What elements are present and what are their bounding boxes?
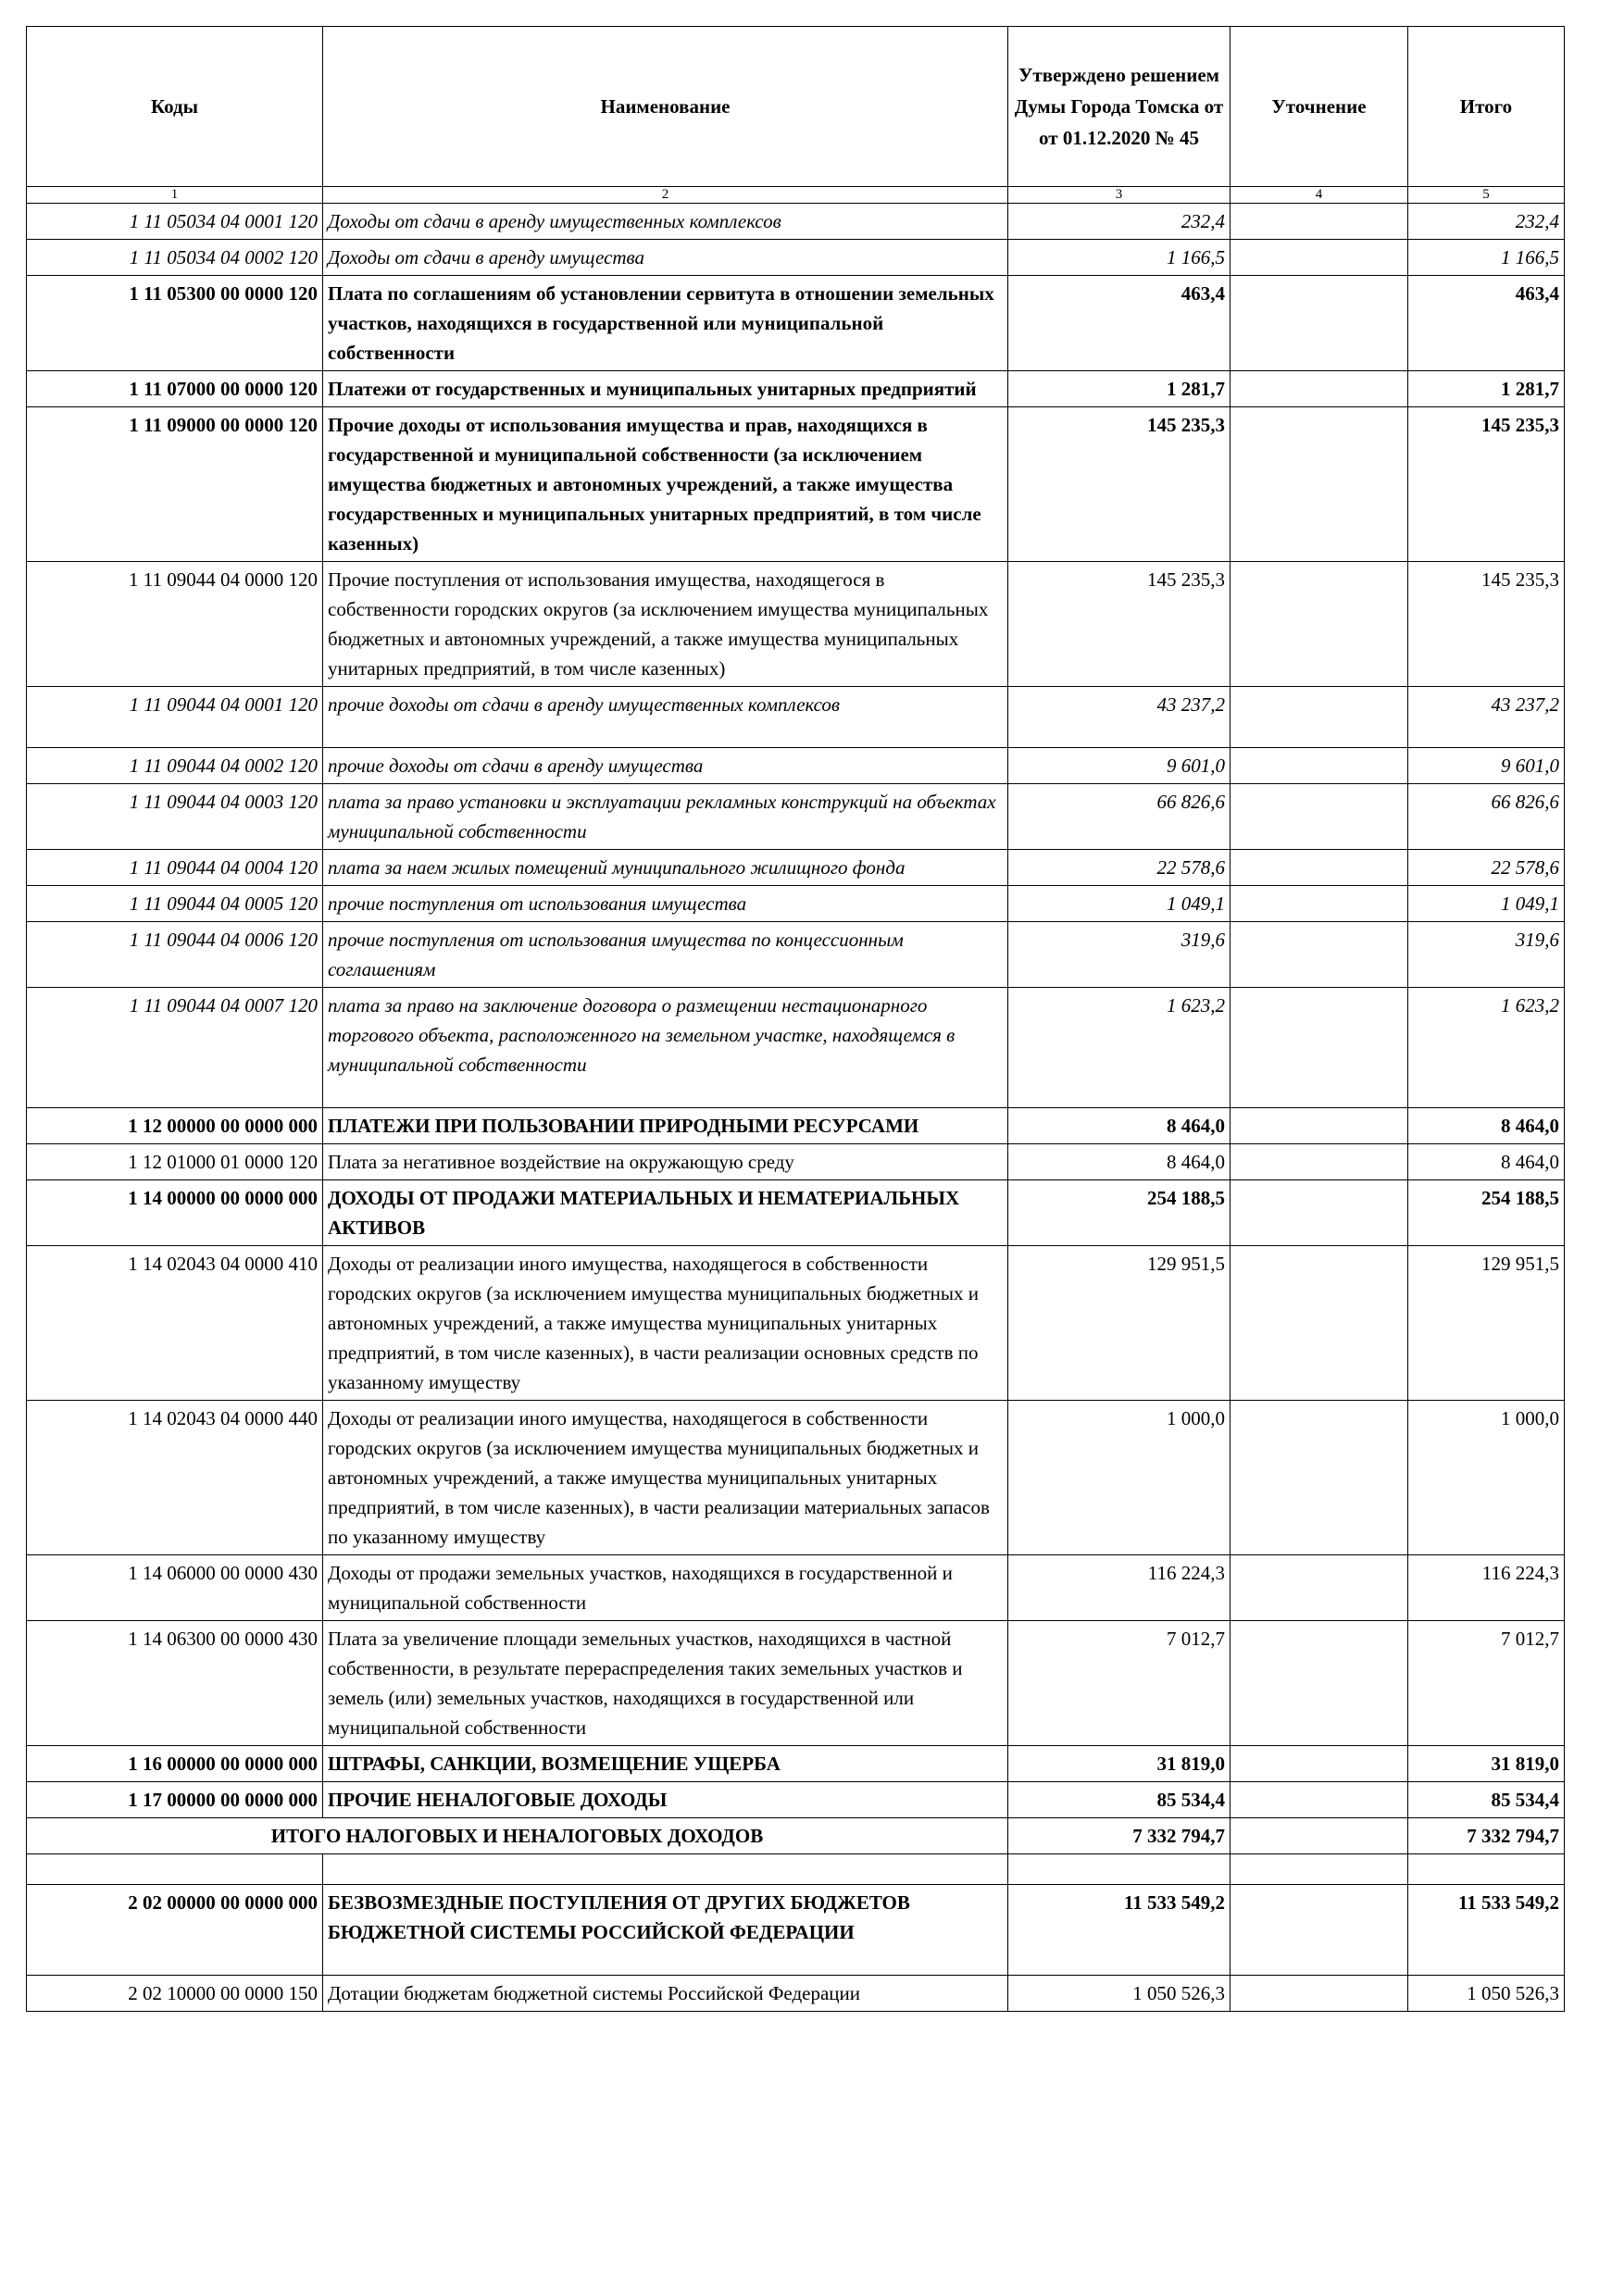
table-row — [27, 1144, 1565, 1180]
row-total-amount: 129 951,5 — [1408, 1246, 1565, 1401]
column-number: 2 — [323, 187, 1008, 204]
row-total-amount: 145 235,3 — [1408, 562, 1565, 687]
table-row — [27, 204, 1565, 240]
row-approved-amount: 1 623,2 — [1008, 988, 1230, 1108]
revenue-table — [26, 26, 1565, 2012]
table-row — [27, 240, 1565, 276]
row-approved-amount: 145 235,3 — [1008, 407, 1230, 562]
table-row — [27, 407, 1565, 562]
row-name: ПЛАТЕЖИ ПРИ ПОЛЬЗОВАНИИ ПРИРОДНЫМИ РЕСУРСАМИ — [323, 1108, 1008, 1144]
row-refinement-amount — [1230, 1976, 1408, 2012]
header-approved: Утверждено решением Думы Города Томска от от 01.12.2020 № 45 — [1008, 27, 1230, 187]
total-row — [27, 1818, 1565, 1854]
row-total-amount: 319,6 — [1408, 922, 1565, 988]
row-approved-amount: 232,4 — [1008, 204, 1230, 240]
row-total-amount: 9 601,0 — [1408, 748, 1565, 784]
table-row — [27, 850, 1565, 886]
row-approved-amount: 1 049,1 — [1008, 886, 1230, 922]
row-refinement-amount — [1230, 886, 1408, 922]
table-row — [27, 1555, 1565, 1621]
column-number: 3 — [1008, 187, 1230, 204]
row-total-amount: 1 281,7 — [1408, 371, 1565, 407]
header-refinement: Уточнение — [1230, 27, 1408, 187]
row-approved-amount: 1 166,5 — [1008, 240, 1230, 276]
header-total: Итого — [1408, 27, 1565, 187]
row-total-amount: 7 012,7 — [1408, 1621, 1565, 1746]
row-code: 1 14 06300 00 0000 430 — [27, 1621, 323, 1746]
row-approved-amount: 85 534,4 — [1008, 1782, 1230, 1818]
row-total-amount: 232,4 — [1408, 204, 1565, 240]
table-row — [27, 886, 1565, 922]
row-name: ДОХОДЫ ОТ ПРОДАЖИ МАТЕРИАЛЬНЫХ И НЕМАТЕРИАЛЬНЫХ АКТИВОВ — [323, 1180, 1008, 1246]
row-name: Прочие поступления от использования имущества, находящегося в собственности городских округов (за исключением имущества муниципальных бюджетных и автономных учреждений, а также имущества муниципальных унитарных предприятий, в том числе казенных) — [323, 562, 1008, 687]
row-refinement-amount — [1230, 1108, 1408, 1144]
table-row — [27, 562, 1565, 687]
row-approved-amount: 22 578,6 — [1008, 850, 1230, 886]
blank-cell — [1408, 1854, 1565, 1885]
row-refinement-amount — [1230, 748, 1408, 784]
row-approved-amount: 8 464,0 — [1008, 1144, 1230, 1180]
total-refinement-amount — [1230, 1818, 1408, 1854]
row-name: плата за право установки и эксплуатации рекламных конструкций на объектах муниципальной собственности — [323, 784, 1008, 850]
row-approved-amount: 31 819,0 — [1008, 1746, 1230, 1782]
total-approved-amount: 7 332 794,7 — [1008, 1818, 1230, 1854]
row-total-amount: 11 533 549,2 — [1408, 1885, 1565, 1976]
row-approved-amount: 116 224,3 — [1008, 1555, 1230, 1621]
table-header-row — [27, 27, 1565, 187]
row-name: Плата по соглашениям об установлении сервитута в отношении земельных участков, находящихся в государственной или муниципальной собственности — [323, 276, 1008, 371]
row-code: 2 02 00000 00 0000 000 — [27, 1885, 323, 1976]
row-approved-amount: 43 237,2 — [1008, 687, 1230, 748]
row-total-amount: 43 237,2 — [1408, 687, 1565, 748]
total-total-amount: 7 332 794,7 — [1408, 1818, 1565, 1854]
row-refinement-amount — [1230, 988, 1408, 1108]
table-row — [27, 784, 1565, 850]
row-name: ПРОЧИЕ НЕНАЛОГОВЫЕ ДОХОДЫ — [323, 1782, 1008, 1818]
row-total-amount: 254 188,5 — [1408, 1180, 1565, 1246]
row-total-amount: 116 224,3 — [1408, 1555, 1565, 1621]
row-name: прочие доходы от сдачи в аренду имущественных комплексов — [323, 687, 1008, 748]
table-row — [27, 1782, 1565, 1818]
table-row — [27, 276, 1565, 371]
row-name: плата за наем жилых помещений муниципального жилищного фонда — [323, 850, 1008, 886]
blank-cell — [1230, 1854, 1408, 1885]
row-refinement-amount — [1230, 1782, 1408, 1818]
row-total-amount: 22 578,6 — [1408, 850, 1565, 886]
table-row — [27, 371, 1565, 407]
table-row — [27, 1621, 1565, 1746]
row-code: 1 11 05034 04 0001 120 — [27, 204, 323, 240]
row-approved-amount: 463,4 — [1008, 276, 1230, 371]
row-total-amount: 145 235,3 — [1408, 407, 1565, 562]
row-name: Доходы от реализации иного имущества, находящегося в собственности городских округов (за исключением имущества муниципальных бюджетных и автономных учреждений, а также имущества муниципальных унитарных предприятий, в том числе казенных), в части реализации материальных запасов по указанному имуществу — [323, 1401, 1008, 1555]
row-total-amount: 1 049,1 — [1408, 886, 1565, 922]
row-code: 1 14 06000 00 0000 430 — [27, 1555, 323, 1621]
row-approved-amount: 9 601,0 — [1008, 748, 1230, 784]
row-refinement-amount — [1230, 1246, 1408, 1401]
row-name: прочие доходы от сдачи в аренду имущества — [323, 748, 1008, 784]
table-row — [27, 1246, 1565, 1401]
row-code: 1 11 09044 04 0000 120 — [27, 562, 323, 687]
row-total-amount: 1 623,2 — [1408, 988, 1565, 1108]
row-code: 1 11 09044 04 0004 120 — [27, 850, 323, 886]
table-row — [27, 1976, 1565, 2012]
row-approved-amount: 145 235,3 — [1008, 562, 1230, 687]
table-row — [27, 1180, 1565, 1246]
row-total-amount: 1 050 526,3 — [1408, 1976, 1565, 2012]
row-code: 1 11 09044 04 0006 120 — [27, 922, 323, 988]
row-approved-amount: 254 188,5 — [1008, 1180, 1230, 1246]
table-row — [27, 748, 1565, 784]
row-refinement-amount — [1230, 1746, 1408, 1782]
row-name: прочие поступления от использования имущества по концессионным соглашениям — [323, 922, 1008, 988]
row-code: 1 11 09000 00 0000 120 — [27, 407, 323, 562]
row-approved-amount: 8 464,0 — [1008, 1108, 1230, 1144]
table-body — [27, 204, 1565, 2012]
row-refinement-amount — [1230, 240, 1408, 276]
table-row — [27, 1108, 1565, 1144]
row-refinement-amount — [1230, 562, 1408, 687]
row-code: 1 14 00000 00 0000 000 — [27, 1180, 323, 1246]
column-number: 1 — [27, 187, 323, 204]
row-total-amount: 8 464,0 — [1408, 1144, 1565, 1180]
row-refinement-amount — [1230, 1885, 1408, 1976]
row-approved-amount: 7 012,7 — [1008, 1621, 1230, 1746]
row-refinement-amount — [1230, 1555, 1408, 1621]
blank-cell — [27, 1854, 323, 1885]
column-number: 5 — [1408, 187, 1565, 204]
row-name: прочие поступления от использования имущества — [323, 886, 1008, 922]
row-refinement-amount — [1230, 850, 1408, 886]
row-refinement-amount — [1230, 1144, 1408, 1180]
row-refinement-amount — [1230, 784, 1408, 850]
row-total-amount: 1 166,5 — [1408, 240, 1565, 276]
row-name: Плата за увеличение площади земельных участков, находящихся в частной собственности, в результате перераспределения таких земельных участков и земель (или) земельных участков, находящихся в государственной или муниципальной собственности — [323, 1621, 1008, 1746]
row-name: Доходы от реализации иного имущества, находящегося в собственности городских округов (за исключением имущества муниципальных бюджетных и автономных учреждений, а также имущества муниципальных унитарных предприятий, в том числе казенных), в части реализации основных средств по указанному имуществу — [323, 1246, 1008, 1401]
row-code: 1 11 05034 04 0002 120 — [27, 240, 323, 276]
row-refinement-amount — [1230, 371, 1408, 407]
row-refinement-amount — [1230, 922, 1408, 988]
row-total-amount: 463,4 — [1408, 276, 1565, 371]
row-refinement-amount — [1230, 1180, 1408, 1246]
row-code: 1 11 09044 04 0002 120 — [27, 748, 323, 784]
row-code: 1 16 00000 00 0000 000 — [27, 1746, 323, 1782]
row-code: 1 11 07000 00 0000 120 — [27, 371, 323, 407]
column-number-row — [27, 187, 1565, 204]
row-approved-amount: 129 951,5 — [1008, 1246, 1230, 1401]
row-code: 1 14 02043 04 0000 410 — [27, 1246, 323, 1401]
table-row — [27, 922, 1565, 988]
row-name: Дотации бюджетам бюджетной системы Российской Федерации — [323, 1976, 1008, 2012]
blank-cell — [323, 1854, 1008, 1885]
row-total-amount: 31 819,0 — [1408, 1746, 1565, 1782]
row-approved-amount: 1 000,0 — [1008, 1401, 1230, 1555]
row-refinement-amount — [1230, 204, 1408, 240]
row-name: Платежи от государственных и муниципальных унитарных предприятий — [323, 371, 1008, 407]
row-name: ШТРАФЫ, САНКЦИИ, ВОЗМЕЩЕНИЕ УЩЕРБА — [323, 1746, 1008, 1782]
row-total-amount: 8 464,0 — [1408, 1108, 1565, 1144]
row-code: 2 02 10000 00 0000 150 — [27, 1976, 323, 2012]
row-refinement-amount — [1230, 687, 1408, 748]
row-refinement-amount — [1230, 407, 1408, 562]
row-code: 1 11 05300 00 0000 120 — [27, 276, 323, 371]
row-approved-amount: 319,6 — [1008, 922, 1230, 988]
row-approved-amount: 11 533 549,2 — [1008, 1885, 1230, 1976]
table-row — [27, 1401, 1565, 1555]
row-name: БЕЗВОЗМЕЗДНЫЕ ПОСТУПЛЕНИЯ ОТ ДРУГИХ БЮДЖЕТОВ БЮДЖЕТНОЙ СИСТЕМЫ РОССИЙСКОЙ ФЕДЕРАЦИИ — [323, 1885, 1008, 1976]
blank-row — [27, 1854, 1565, 1885]
header-name: Наименование — [323, 27, 1008, 187]
row-code: 1 12 00000 00 0000 000 — [27, 1108, 323, 1144]
row-total-amount: 66 826,6 — [1408, 784, 1565, 850]
row-code: 1 11 09044 04 0003 120 — [27, 784, 323, 850]
row-code: 1 17 00000 00 0000 000 — [27, 1782, 323, 1818]
row-approved-amount: 66 826,6 — [1008, 784, 1230, 850]
row-refinement-amount — [1230, 276, 1408, 371]
row-name: плата за право на заключение договора о размещении нестационарного торгового объекта, расположенного на земельном участке, находящемся в муниципальной собственности — [323, 988, 1008, 1108]
table-row — [27, 1885, 1565, 1976]
table-row — [27, 988, 1565, 1108]
total-label: ИТОГО НАЛОГОВЫХ И НЕНАЛОГОВЫХ ДОХОДОВ — [27, 1818, 1008, 1854]
row-name: Плата за негативное воздействие на окружающую среду — [323, 1144, 1008, 1180]
row-name: Доходы от сдачи в аренду имущественных комплексов — [323, 204, 1008, 240]
row-code: 1 11 09044 04 0007 120 — [27, 988, 323, 1108]
column-number: 4 — [1230, 187, 1408, 204]
row-code: 1 12 01000 01 0000 120 — [27, 1144, 323, 1180]
header-codes: Коды — [27, 27, 323, 187]
table-row — [27, 1746, 1565, 1782]
blank-cell — [1008, 1854, 1230, 1885]
row-total-amount: 1 000,0 — [1408, 1401, 1565, 1555]
row-approved-amount: 1 281,7 — [1008, 371, 1230, 407]
table-row — [27, 687, 1565, 748]
row-code: 1 14 02043 04 0000 440 — [27, 1401, 323, 1555]
row-approved-amount: 1 050 526,3 — [1008, 1976, 1230, 2012]
row-total-amount: 85 534,4 — [1408, 1782, 1565, 1818]
row-refinement-amount — [1230, 1621, 1408, 1746]
row-refinement-amount — [1230, 1401, 1408, 1555]
row-code: 1 11 09044 04 0005 120 — [27, 886, 323, 922]
row-name: Доходы от продажи земельных участков, находящихся в государственной и муниципальной собственности — [323, 1555, 1008, 1621]
row-name: Прочие доходы от использования имущества и прав, находящихся в государственной и муниципальной собственности (за исключением имущества бюджетных и автономных учреждений, а также имущества государственных и муниципальных унитарных предприятий, в том числе казенных) — [323, 407, 1008, 562]
row-code: 1 11 09044 04 0001 120 — [27, 687, 323, 748]
row-name: Доходы от сдачи в аренду имущества — [323, 240, 1008, 276]
